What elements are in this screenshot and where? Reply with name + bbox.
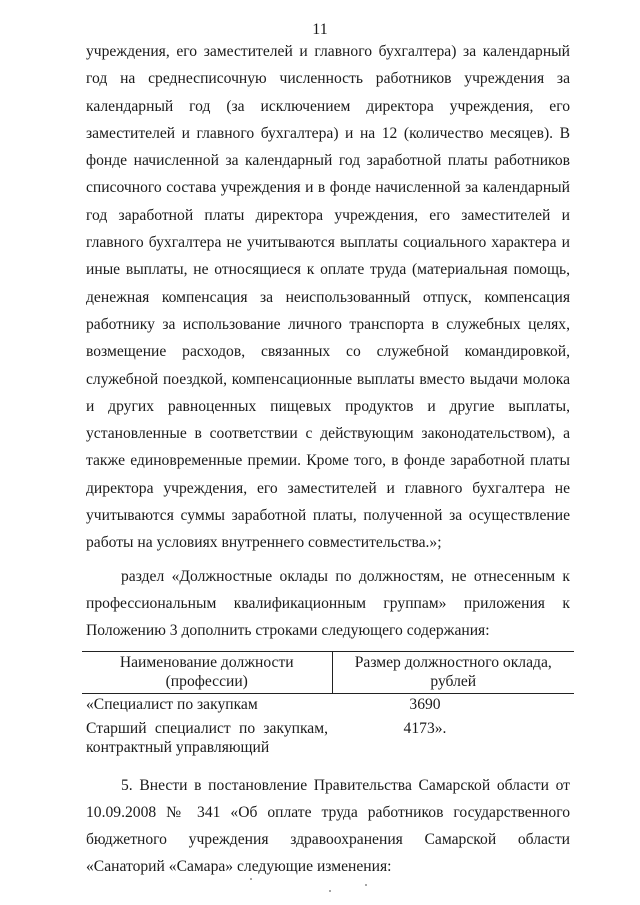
paragraph-section-5: 5. Внести в постановление Правительства Самарской области от 10.09.2008 № 341 «Об оплате труда работников государственного бюджетного учреждения здравоохранения Самарской области «Санаторий «Самара» следующие изменения: [86,776,570,876]
paragraph-section-amendment: раздел «Должностные оклады по должностям, не отнесенным к профессиональным квалификационным группам» приложения к Положению 3 дополнить строками следующего содержания: [86,567,570,640]
table-row [82,718,574,762]
scan-artifact [329,890,331,892]
table-row [82,693,574,718]
salary-table [82,651,574,762]
table-cell-salary: 3690 [409,695,441,713]
table-header-row [82,651,574,693]
scan-artifact [365,884,367,886]
table-cell-position: Старший специалист по закупкам, контрактный управляющий [86,719,328,756]
table-cell-position: «Специалист по закупкам [86,695,258,713]
document-body [86,38,570,881]
column-header-salary: Размер должностного оклада, рублей [332,651,574,693]
column-header-position: Наименование должности (профессии) [82,651,332,693]
table-cell-salary: 4173». [403,719,447,737]
paragraph-fund-calculation: учреждения, его заместителей и главного бухгалтера) за календарный год на среднесписочную численность работников учреждения за календарный год (за исключением директора учреждения, его заместителей и главного бухгалтера) и на 12 (количество месяцев). В фонде начисленной за календарный год заработной платы работников списочного состава учреждения и в фонде начисленной за календарный год заработной платы директора учреждения, его заместителей и главного бухгалтера не учитываются выплаты социального характера и иные выплаты, не относящиеся к оплате труда (материальная помощь, денежная компенсация за неиспользованный отпуск, компенсация работнику за использование личного транспорта в служебных целях, возмещение расходов, связанных со служебной командировкой, служебной поездкой, компенсационные выплаты вместо выдачи молока и других равноценных пищевых продуктов и другие выплаты, установленные в соответствии с действующим законодательством), а также единовременные премии. Кроме того, в фонде заработной платы директора учреждения, его заместителей и главного бухгалтера не учитываются суммы заработной платы, полученной за осуществление работы на условиях внутреннего совместительства.»; [86,43,570,552]
scan-artifact [250,878,252,880]
page-number: 11 [312,21,328,38]
